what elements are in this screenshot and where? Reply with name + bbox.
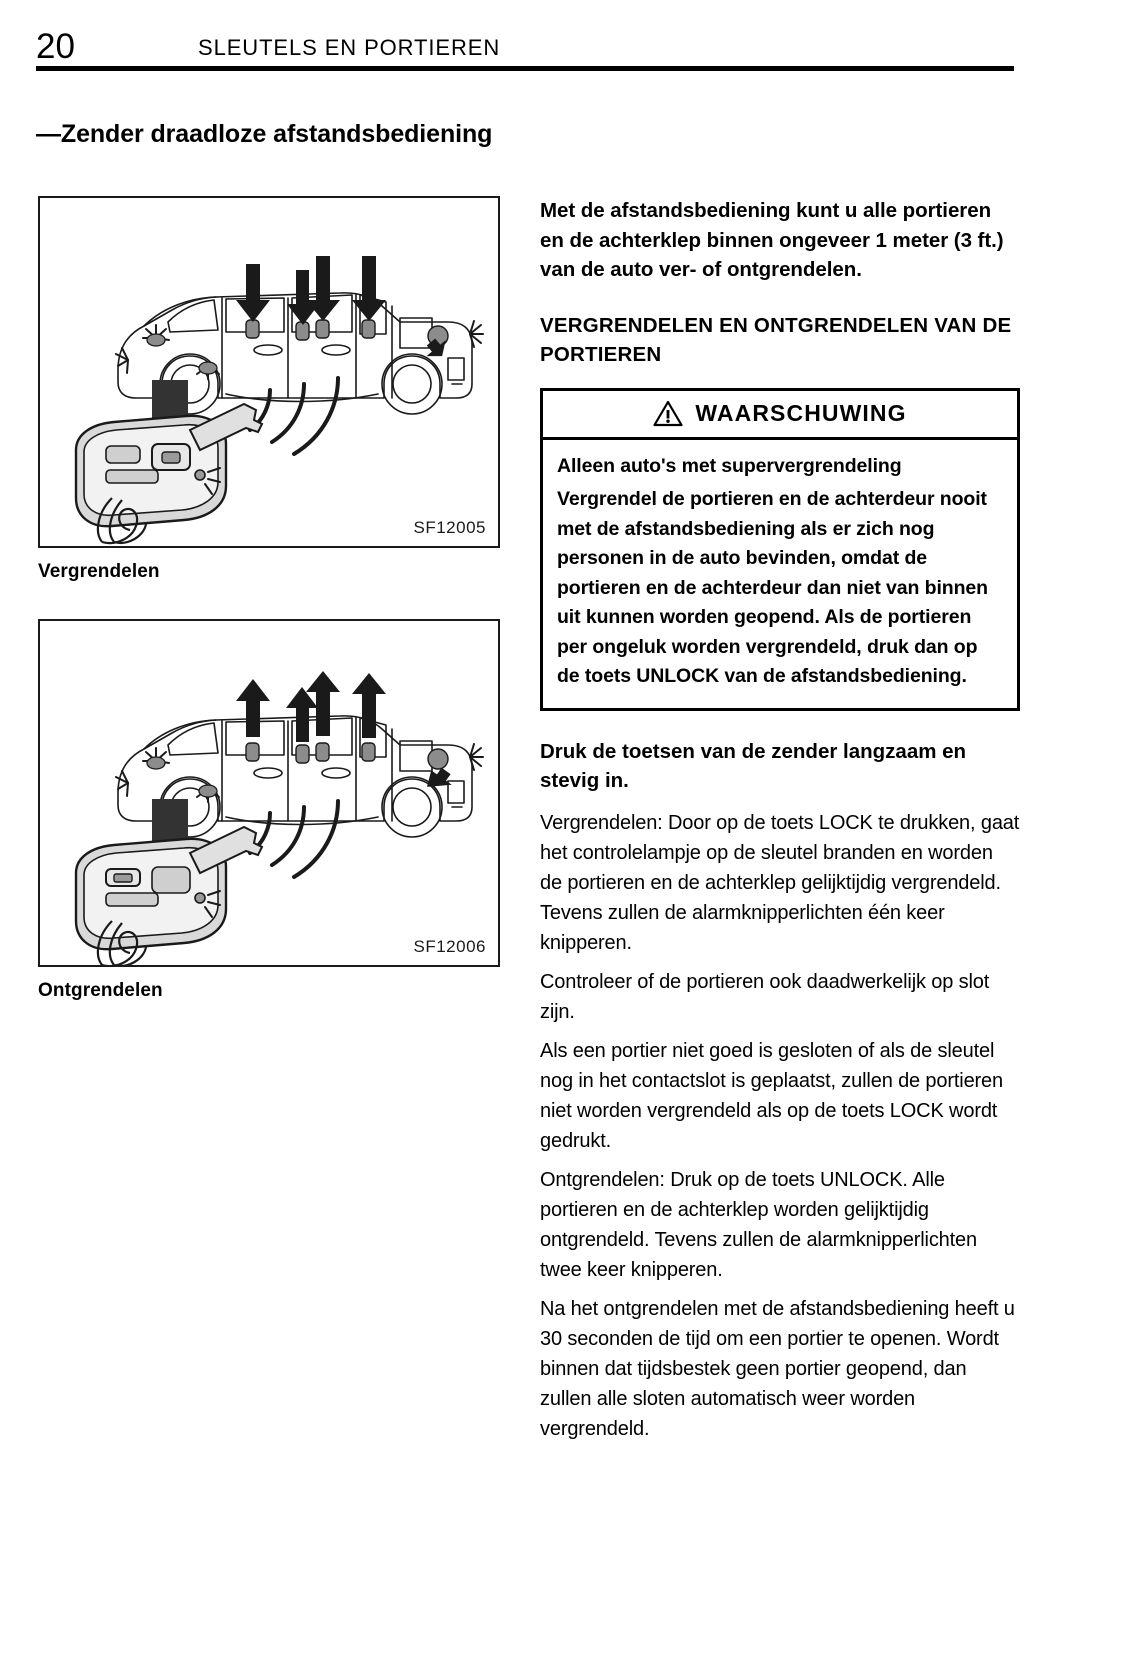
body-text-column (540, 196, 1020, 1453)
header-title: SLEUTELS EN PORTIEREN (198, 35, 501, 60)
body-paragraph-4: Ontgrendelen: Druk op de toets UNLOCK. Alle portieren en de achterklep worden gelijktijdig ontgrendeld. Tevens zullen de alarmknipperlichten twee keer knipperen. (540, 1168, 978, 1281)
body-paragraph-5: Na het ontgrendelen met de afstandsbediening heeft u 30 seconden de tijd om een portier te openen. Wordt binnen dat tijdsbestek geen portier geopend, dan zullen alle sloten automatisch weer worden vergrendeld. (540, 1297, 1015, 1440)
header-divider (36, 66, 1014, 71)
warning-title: WAARSCHUWING (695, 399, 907, 426)
figure-caption-lock: Vergrendelen (38, 561, 160, 582)
warning-box (540, 388, 1020, 711)
warning-header (543, 391, 1017, 440)
figure-unlock (38, 619, 500, 967)
figure-column (38, 196, 500, 1002)
figure-caption-unlock: Ontgrendelen (38, 980, 163, 1001)
warning-triangle-icon (653, 400, 683, 427)
intro-paragraph: Met de afstandsbediening kunt u alle portieren en de achterklep binnen ongeveer 1 meter (3 ft.) van de auto ver- of ontgrendelen. (540, 199, 1004, 281)
figure-spacer (38, 583, 500, 619)
warning-body (543, 440, 1017, 708)
lead-paragraph: Druk de toetsen van de zender langzaam en stevig in. (540, 739, 967, 792)
lock-illustration (40, 198, 498, 546)
body-paragraph-3: Als een portier niet goed is gesloten of als de sleutel nog in het contactslot is geplaatst, zullen de portieren niet worden vergrendeld als op de toets LOCK wordt gedrukt. (540, 1039, 1004, 1152)
body-paragraph-2: Controleer of de portieren ook daadwerkelijk op slot zijn. (540, 970, 990, 1023)
page-number: 20 (36, 27, 75, 66)
figure-code: SF12006 (413, 937, 486, 956)
unlock-illustration (40, 621, 498, 965)
body-paragraph-1: Vergrendelen: Door op de toets LOCK te drukken, gaat het controlelampje op de sleutel branden en worden de portieren en de achterklep gelijktijdig vergrendeld. Tevens zullen de alarmknipperlichten één keer knipperen. (540, 811, 1020, 954)
subsection-heading: VERGRENDELEN EN ONTGRENDELEN VAN DE PORTIEREN (540, 313, 1012, 366)
figure-code: SF12005 (413, 518, 486, 537)
warning-line-1: Alleen auto's met supervergrendeling (557, 454, 902, 477)
warning-line-2: Vergrendel de portieren en de achterdeur nooit met de afstandsbediening als er zich nog personen in de auto bevinden, omdat de portieren en de achterdeur dan niet van binnen uit kunnen worden geopend. Als de portieren per ongeluk worden vergrendeld, druk dan op de toets UNLOCK van de afstandsbediening. (557, 488, 988, 687)
figure-lock (38, 196, 500, 548)
section-heading: —Zender draadloze afstandsbediening (36, 120, 493, 148)
